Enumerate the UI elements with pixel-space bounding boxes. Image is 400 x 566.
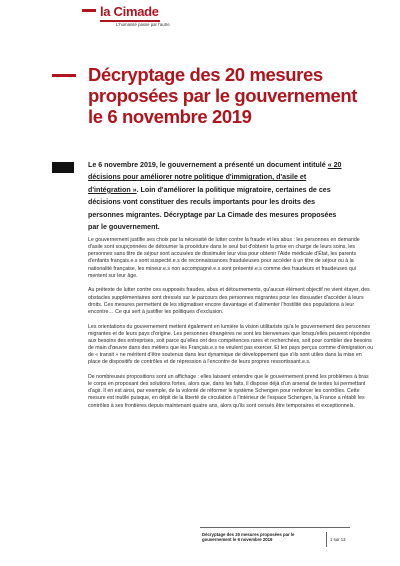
intro-paragraph — [88, 159, 346, 233]
page-number: 1 sur 13 — [330, 537, 346, 542]
logo-accent-bar — [82, 9, 96, 12]
intro-marker-bar — [52, 162, 74, 173]
footer-separator — [326, 532, 327, 547]
document-title: Décryptage des 20 mesures proposées par le gouvernement le 6 novembre 2019 — [88, 64, 358, 127]
body-paragraph: De nombreuses propositions sont un affichage : elles laissent entendre que le gouvernement prend les problèmes à bras le corps en proposant des solutions fortes, alors que, dans les faits, il dispose déjà d'un arsenal de textes lui permettant d'agir. Il en est ainsi, par exemple, de la volonté de réformer le système Schengen pour renforcer les contrôles. Cette mesure est inutile puisque, en dépit de la liberté de circulation à l'intérieur de l'espace Schengen, la France a rétabli les contrôles à ses frontières depuis maintenant quatre ans, alors qu'ils sont censés être temporaires et exceptionnels. — [88, 374, 369, 409]
logo-tagline: L'humanité passe par l'autre — [116, 22, 170, 27]
logo-name: la Cimade — [100, 4, 159, 19]
footer-divider — [200, 527, 350, 528]
intro-text-before: Le 6 novembre 2019, le gouvernement a présenté un document intitulé — [88, 161, 328, 169]
body-paragraph: Au prétexte de lutter contre ces supposés fraudes, abus et détournements, qu'aucun élément objectif ne vient étayer, des obstacles supplémentaires sont dressés sur le parcours des personnes migrantes pour les dissuader d'accéder à leurs droits. Ces mesures permettent de les stigmatiser encore davantage et d'alimenter l'hostilité des populations à leur encontre… Ce qui sert à justifier les politiques d'exclusion. — [88, 287, 370, 315]
body-paragraph: Le gouvernement justifie ses choix par la nécessité de lutter contre la fraude et les abus : les personnes en demande d'asile sont soupçonnées de détourner la procédure dans le seul but d'obtenir la prise en charge de leurs soins, les personnes sans titre de séjour sont accusées de dissimuler leur visa pour obtenir l'Aide médicale d'État, les parents d'enfants français.e.s sont suspecté.e.s de reconnaissances frauduleuses pour accéder à un titre de séjour ou à la nationalité française, les mineur.e.s non accompagné.e.s sont présenté.e.s comme des fraudeurs et fraudeuses qui mentent sur leur âge. — [88, 237, 360, 279]
intro-document-reference: « 20 décisions pour améliorer notre politique d'immigration, d'asile et d'intégration » — [88, 161, 342, 194]
intro-text-after: . Loin d'améliorer la politique migratoire, certaines de ces décisions vont constituer des reculs importants pour les droits des personnes migrantes. Décryptage par La Cimade des mesures proposées par le gouvernement. — [88, 185, 337, 232]
body-text — [88, 237, 374, 417]
footer-document-title: Décryptage des 20 mesures proposées par le gouvernement le 6 novembre 2019 — [202, 532, 295, 543]
body-paragraph: Les orientations du gouvernement mettent également en lumière la vision utilitariste qu'a le gouvernement des personnes migrantes et de leurs pays d'origine. Les personnes étrangères ne sont les bienvenues que lorsqu'elles peuvent répondre aux besoins des entreprises, soit parce qu'elles ont des compétences rares et recherchées, soit pour combler des besoins de main d'œuvre dans des métiers que les Français.e.s ne veulent pas exercer. Et les pays perçus comme d'émigration ou de « transit » ne méritent d'être soutenus dans leur dynamique de développement que s'ils sont utiles dans la mise en place de dispositifs de contrôles et de répression à l'encontre de leurs propres ressortissant.e.s. — [88, 323, 374, 366]
title-accent-bar — [52, 74, 76, 77]
